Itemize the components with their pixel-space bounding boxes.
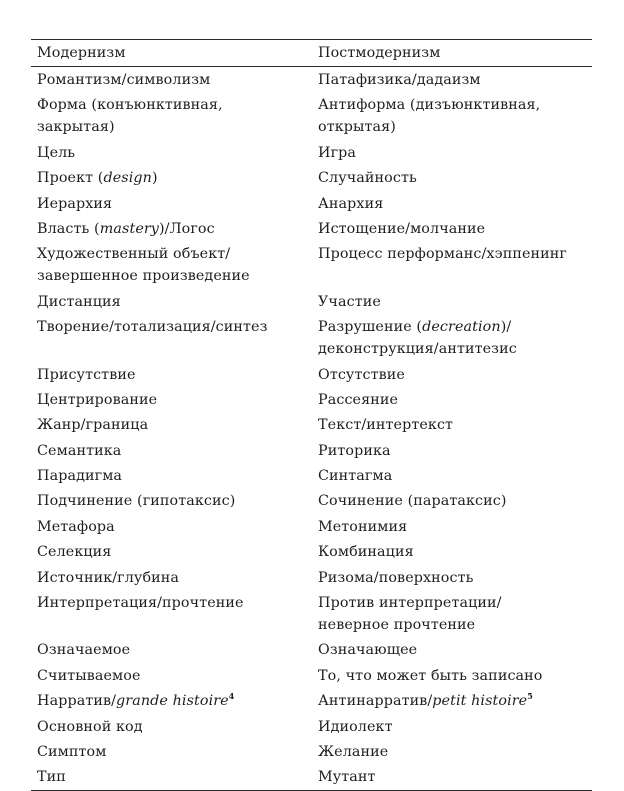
postmodernism-cell — [312, 241, 592, 288]
cell-text: Игра — [318, 144, 357, 161]
cell-text: Против интерпретации/ неверное прочтение — [318, 595, 502, 634]
table-row — [31, 663, 592, 688]
table-row — [31, 637, 592, 662]
table-row — [31, 565, 592, 590]
cell-text: Источник/глубина — [37, 569, 180, 586]
modernism-cell — [31, 488, 312, 513]
postmodernism-cell — [312, 140, 592, 165]
cell-text: Власть ( — [37, 220, 100, 237]
postmodernism-cell — [312, 539, 592, 564]
postmodernism-cell — [312, 191, 592, 216]
modernism-cell — [31, 714, 312, 739]
column-header-postmodernism: Постмодернизм — [318, 45, 441, 61]
modernism-cell — [31, 688, 312, 713]
cell-text: Означаемое — [37, 642, 131, 659]
modernism-cell — [31, 739, 312, 764]
modernism-cell — [31, 92, 312, 139]
comparison-table-container — [31, 39, 592, 791]
modernism-cell — [31, 140, 312, 165]
cell-text: Патафизика/дадаизм — [318, 72, 481, 88]
table-row — [31, 165, 592, 190]
cell-text: Форма (конъюнктивная, закрытая) — [37, 97, 223, 136]
table-row — [31, 764, 592, 790]
cell-text: Считываемое — [37, 667, 141, 684]
table-row — [31, 362, 592, 387]
cell-text: Участие — [318, 293, 381, 310]
table-row — [31, 191, 592, 216]
cell-text: Иерархия — [37, 195, 113, 212]
cell-text: Тип — [37, 769, 66, 786]
table-row — [31, 438, 592, 463]
cell-text: Нарратив/ — [37, 693, 117, 710]
postmodernism-cell — [312, 362, 592, 387]
cell-text: )/Логос — [159, 220, 215, 237]
cell-text: Художественный объект/ завершенное произведение — [37, 246, 250, 285]
modernism-cell — [31, 165, 312, 190]
cell-text: Разрушение ( — [318, 319, 423, 336]
cell-text: Цель — [37, 144, 76, 161]
cell-text: То, что может быть записано — [318, 667, 543, 684]
cell-text: Рассеяние — [318, 391, 399, 408]
cell-text: Синтагма — [318, 468, 393, 485]
modernism-cell — [31, 289, 312, 314]
table-row — [31, 140, 592, 165]
italic-term: design — [103, 170, 152, 187]
postmodernism-cell — [312, 216, 592, 241]
modernism-cell — [31, 463, 312, 488]
cell-text: Случайность — [318, 170, 417, 187]
postmodernism-cell — [312, 565, 592, 590]
cell-text: Творение/тотализация/синтез — [37, 319, 268, 336]
modernism-cell — [31, 764, 312, 790]
postmodernism-cell — [312, 764, 592, 790]
cell-text: Дистанция — [37, 293, 121, 310]
cell-text: Означающее — [318, 642, 418, 659]
modernism-cell — [31, 438, 312, 463]
modernism-cell — [31, 216, 312, 241]
modernism-cell — [31, 663, 312, 688]
column-header-modernism: Модернизм — [37, 45, 126, 61]
cell-text: Сочинение (паратаксис) — [318, 493, 507, 510]
modernism-cell — [31, 565, 312, 590]
postmodernism-cell — [312, 637, 592, 662]
table-row — [31, 412, 592, 437]
cell-text: Метонимия — [318, 518, 408, 535]
modernism-cell — [31, 362, 312, 387]
postmodernism-cell — [312, 590, 592, 637]
table-row — [31, 463, 592, 488]
postmodernism-cell — [312, 663, 592, 688]
modernism-cell — [31, 637, 312, 662]
cell-text: Жанр/граница — [37, 417, 149, 434]
italic-term: grande histoire — [116, 693, 229, 710]
modernism-cell — [31, 67, 312, 93]
cell-text: Отсутствие — [318, 366, 405, 383]
table-row — [31, 289, 592, 314]
cell-text: Комбинация — [318, 544, 414, 561]
italic-term: mastery — [99, 220, 159, 237]
table-row — [31, 314, 592, 361]
table-row — [31, 514, 592, 539]
table-row — [31, 67, 592, 93]
postmodernism-cell — [312, 387, 592, 412]
table-row — [31, 688, 592, 713]
cell-text: )/ деконструкция/антитезис — [318, 319, 517, 358]
postmodernism-cell — [312, 314, 592, 361]
modernism-cell — [31, 191, 312, 216]
cell-text: Симптом — [37, 743, 107, 760]
postmodernism-cell — [312, 514, 592, 539]
modernism-cell — [31, 539, 312, 564]
modernism-cell — [31, 314, 312, 361]
modernism-cell — [31, 514, 312, 539]
cell-text: Романтизм/символизм — [37, 72, 211, 88]
cell-text: Желание — [318, 743, 389, 760]
cell-text: Селекция — [37, 544, 112, 561]
cell-text: Мутант — [318, 769, 376, 786]
modernism-cell — [31, 590, 312, 637]
postmodernism-cell — [312, 488, 592, 513]
postmodernism-cell — [312, 165, 592, 190]
table-row — [31, 714, 592, 739]
postmodernism-cell — [312, 438, 592, 463]
table-row — [31, 539, 592, 564]
postmodernism-cell — [312, 688, 592, 713]
cell-text: Подчинение (гипотаксис) — [37, 493, 236, 510]
cell-text: Антиформа (дизъюнктивная, открытая) — [318, 97, 541, 136]
table-row — [31, 92, 592, 139]
postmodernism-cell — [312, 92, 592, 139]
comparison-table — [31, 39, 592, 791]
modernism-cell — [31, 387, 312, 412]
table-body — [31, 67, 592, 791]
cell-text: Парадигма — [37, 468, 123, 485]
table-row — [31, 590, 592, 637]
cell-text: Антинарратив/ — [318, 693, 433, 710]
table-header-row — [31, 40, 592, 67]
cell-text: Анархия — [318, 195, 384, 212]
cell-text: Основной код — [37, 718, 143, 735]
cell-text: Текст/интертекст — [318, 417, 454, 434]
italic-term: decreation — [422, 319, 501, 336]
postmodernism-cell — [312, 714, 592, 739]
table-row — [31, 488, 592, 513]
postmodernism-cell — [312, 289, 592, 314]
postmodernism-cell — [312, 739, 592, 764]
cell-text: Идиолект — [318, 718, 393, 735]
postmodernism-cell — [312, 412, 592, 437]
footnote-marker: 4 — [228, 691, 235, 702]
cell-text: Процесс перформанс/хэппенинг — [318, 246, 567, 263]
modernism-cell — [31, 241, 312, 288]
table-row — [31, 739, 592, 764]
cell-text: Семантика — [37, 442, 122, 459]
cell-text: Проект ( — [37, 170, 104, 187]
cell-text: Ризома/поверхность — [318, 569, 474, 586]
table-row — [31, 241, 592, 288]
cell-text: Присутствие — [37, 366, 136, 383]
cell-text: ) — [151, 170, 158, 187]
cell-text: Интерпретация/прочтение — [37, 595, 244, 612]
table-row — [31, 216, 592, 241]
footnote-marker: 5 — [527, 691, 533, 702]
postmodernism-cell — [312, 67, 592, 93]
cell-text: Риторика — [318, 442, 391, 459]
cell-text: Центрирование — [37, 391, 158, 408]
cell-text: Истощение/молчание — [318, 220, 486, 237]
italic-term: petit histoire — [432, 693, 528, 710]
cell-text: Метафора — [37, 518, 115, 535]
modernism-cell — [31, 412, 312, 437]
table-row — [31, 387, 592, 412]
postmodernism-cell — [312, 463, 592, 488]
